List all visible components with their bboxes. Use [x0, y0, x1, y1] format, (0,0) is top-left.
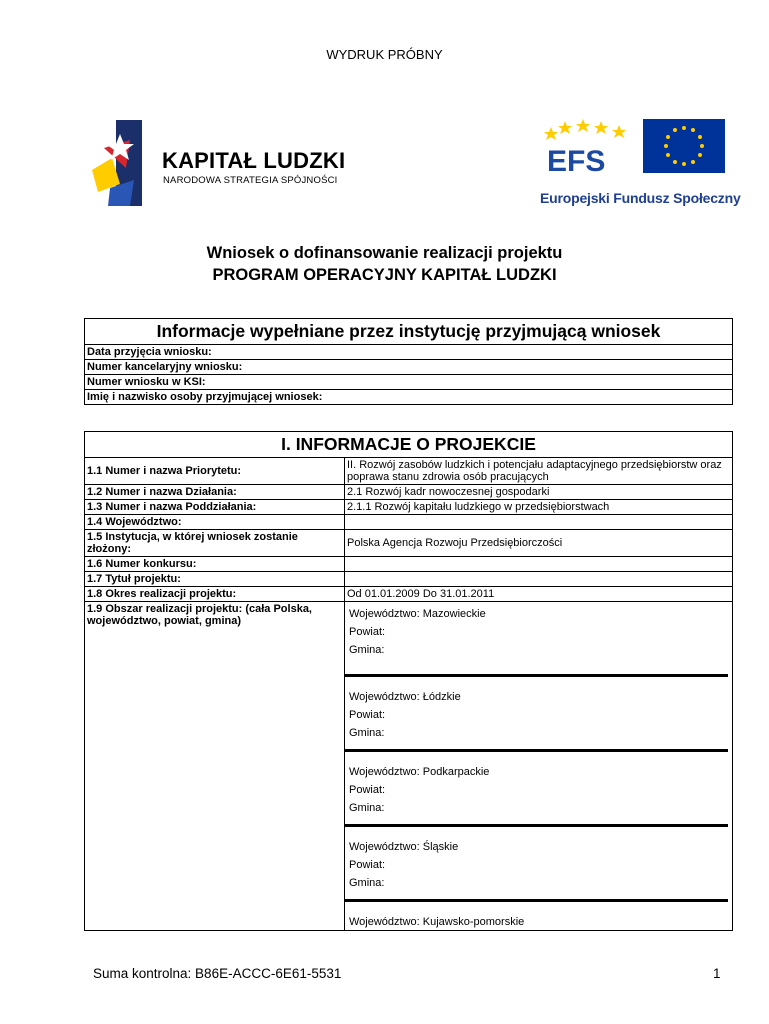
row-label: 1.7 Tytuł projektu: [85, 572, 345, 587]
area-label: 1.9 Obszar realizacji projektu: (cała Polska, województwo, powiat, gmina) [85, 602, 345, 931]
area-entry [345, 677, 728, 752]
intake-info-table [84, 318, 733, 405]
document-title-line2: PROGRAM OPERACYJNY KAPITAŁ LUDZKI [212, 266, 557, 284]
row-value: Polska Agencja Rozwoju Przedsiębiorczości [345, 530, 733, 557]
document-title-line1: Wniosek o dofinansowanie realizacji projektu [206, 244, 563, 262]
table-row [85, 587, 733, 602]
page-number: 1 [713, 966, 721, 981]
row-label: 1.1 Numer i nazwa Priorytetu: [85, 458, 345, 485]
row-value [345, 572, 733, 587]
table-row [85, 515, 733, 530]
area-county: Powiat: [349, 626, 386, 638]
area-commune: Gmina: [349, 802, 385, 814]
kl-logo-title: KAPITAŁ LUDZKI [162, 148, 346, 173]
table-row [85, 557, 733, 572]
row-value: 2.1 Rozwój kadr nowoczesnej gospodarki [345, 485, 733, 500]
row-label: 1.5 Instytucja, w której wniosek zostanie złożony: [85, 530, 345, 557]
row-value [345, 515, 733, 530]
project-info-table [84, 431, 733, 931]
efs-logo-letters: EFS [547, 145, 606, 177]
table-row [85, 485, 733, 500]
area-voivodeship: Województwo: Podkarpackie [349, 766, 490, 778]
table-row [85, 602, 733, 931]
row-value: II. Rozwój zasobów ludzkich i potencjału adaptacyjnego przedsiębiorstw oraz poprawa stanu zdrowia osób pracujących [345, 458, 733, 485]
row-label: 1.2 Numer i nazwa Działania: [85, 485, 345, 500]
area-voivodeship: Województwo: Śląskie [349, 841, 459, 853]
area-county: Powiat: [349, 709, 386, 721]
kl-logo-subtitle: NARODOWA STRATEGIA SPÓJNOŚCI [163, 175, 338, 186]
row-label: 1.8 Okres realizacji projektu: [85, 587, 345, 602]
area-commune: Gmina: [349, 877, 385, 889]
area-entry [345, 827, 728, 902]
efs-logo [543, 117, 728, 177]
table-row [85, 500, 733, 515]
row-value [345, 557, 733, 572]
area-voivodeship: Województwo: Mazowieckie [349, 608, 486, 620]
area-voivodeship: Województwo: Kujawsko-pomorskie [349, 916, 525, 928]
area-commune: Gmina: [349, 644, 385, 656]
project-header: I. INFORMACJE O PROJEKCIE [85, 432, 733, 458]
row-label: 1.3 Numer i nazwa Poddziałania: [85, 500, 345, 515]
intake-row-receiver-name: Imię i nazwisko osoby przyjmującej wniosek: [85, 390, 733, 405]
intake-header: Informacje wypełniane przez instytucję przyjmującą wniosek [85, 319, 733, 345]
checksum-footer: Suma kontrolna: B86E-ACCC-6E61-5531 [93, 966, 342, 981]
row-label: 1.4 Województwo: [85, 515, 345, 530]
area-county: Powiat: [349, 859, 386, 871]
area-voivodeship: Województwo: Łódzkie [349, 691, 461, 703]
area-commune: Gmina: [349, 727, 385, 739]
table-row [85, 458, 733, 485]
intake-row-date: Data przyjęcia wniosku: [85, 345, 733, 360]
area-entry [345, 752, 728, 827]
row-label: 1.6 Numer konkursu: [85, 557, 345, 572]
area-list [345, 602, 733, 931]
area-county: Powiat: [349, 784, 386, 796]
intake-row-office-number: Numer kancelaryjny wniosku: [85, 360, 733, 375]
area-entry [345, 902, 728, 930]
area-entry [345, 602, 728, 677]
table-row [85, 572, 733, 587]
watermark-text: WYDRUK PRÓBNY [326, 47, 443, 62]
table-row [85, 530, 733, 557]
row-value: 2.1.1 Rozwój kapitału ludzkiego w przedsiębiorstwach [345, 500, 733, 515]
efs-logo-caption: Europejski Fundusz Społeczny [540, 190, 741, 206]
intake-row-ksi-number: Numer wniosku w KSI: [85, 375, 733, 390]
row-value: Od 01.01.2009 Do 31.01.2011 [345, 587, 733, 602]
